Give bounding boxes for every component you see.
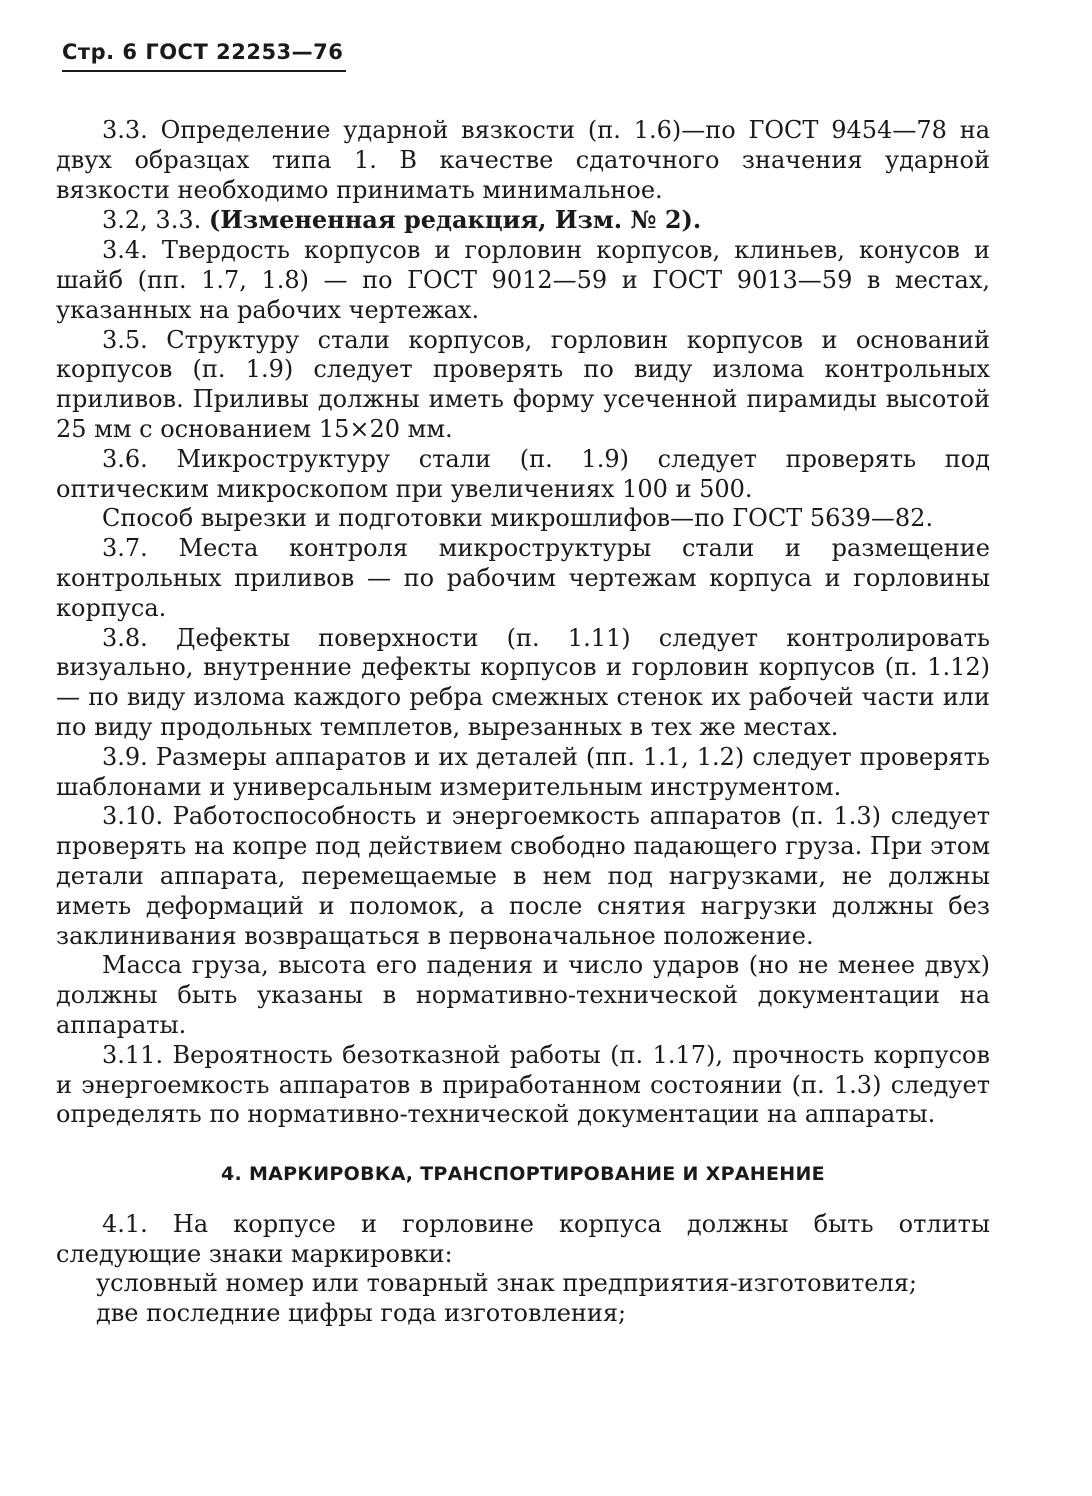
paragraph-3-9: 3.9. Размеры аппаратов и их деталей (пп. 1.1, 1.2) следует проверять шаблонами и универсальным измерительным инструментом. bbox=[56, 742, 990, 801]
section-title: 4. МАРКИРОВКА, ТРАНСПОРТИРОВАНИЕ И ХРАНЕНИЕ bbox=[221, 1163, 825, 1186]
list-item-manufacturer: условный номер или товарный знак предприятия-изготовителя; bbox=[96, 1269, 917, 1298]
revision-ref: 3.2, 3.3. bbox=[102, 206, 202, 235]
paragraph-3-6: 3.6. Микроструктуру стали (п. 1.9) следует проверять под оптическим микроскопом при увеличениях 100 и 500. bbox=[56, 444, 990, 503]
paragraph-3-5: 3.5. Структуру стали корпусов, горловин корпусов и оснований корпусов (п. 1.9) следует проверять по виду излома контрольных приливов. Приливы должны иметь форму усеченной пирамиды высотой 25 мм с основанием 15×20 мм. bbox=[56, 325, 990, 443]
paragraph-mass: Масса груза, высота его падения и число ударов (но не менее двух) должны быть указаны в нормативно-технической документации на аппараты. bbox=[56, 951, 990, 1039]
body-text bbox=[56, 116, 990, 1329]
page-header: Стр. 6 ГОСТ 22253—76 bbox=[62, 40, 346, 72]
paragraph-3-10: 3.10. Работоспособность и энергоемкость аппаратов (п. 1.3) следует проверять на копре под действием свободно падающего груза. При этом детали аппарата, перемещаемые в нем под нагрузками, не должны иметь деформаций и поломок, а после снятия нагрузки должны без заклинивания возвращаться в первоначальное положение. bbox=[56, 802, 990, 950]
paragraph-revision-note bbox=[56, 205, 990, 236]
revision-text: (Измененная редакция, Изм. № 2). bbox=[208, 205, 702, 235]
paragraph-4-1: 4.1. На корпусе и горловине корпуса должны быть отлиты следующие знаки маркировки: bbox=[56, 1209, 990, 1268]
paragraph-3-11: 3.11. Вероятность безотказной работы (п. 1.17), прочность корпусов и энергоемкость аппаратов в приработанном состоянии (п. 1.3) следует определять по нормативно-технической документации на аппараты. bbox=[56, 1040, 990, 1129]
paragraph-3-7: 3.7. Места контроля микроструктуры стали и размещение контрольных приливов — по рабочим чертежам корпуса и горловины корпуса. bbox=[56, 534, 990, 622]
paragraph-3-8: 3.8. Дефекты поверхности (п. 1.11) следует контролировать визуально, внутренние дефекты корпусов и горловин корпусов (п. 1.12) — по виду излома каждого ребра смежных стенок их рабочей части или по виду продольных темплетов, вырезанных в тех же местах. bbox=[56, 623, 990, 741]
list-item-year: две последние цифры года изготовления; bbox=[96, 1299, 627, 1328]
paragraph-3-3: 3.3. Определение ударной вязкости (п. 1.6)—по ГОСТ 9454—78 на двух образцах типа 1. В качестве сдаточного значения ударной вязкости необходимо принимать минимальное. bbox=[56, 116, 990, 204]
paragraph-method: Способ вырезки и подготовки микрошлифов—по ГОСТ 5639—82. bbox=[102, 504, 934, 533]
paragraph-3-4: 3.4. Твердость корпусов и горловин корпусов, клиньев, конусов и шайб (пп. 1.7, 1.8) — по ГОСТ 9012—59 и ГОСТ 9013—59 в местах, указанных на рабочих чертежах. bbox=[56, 236, 990, 324]
